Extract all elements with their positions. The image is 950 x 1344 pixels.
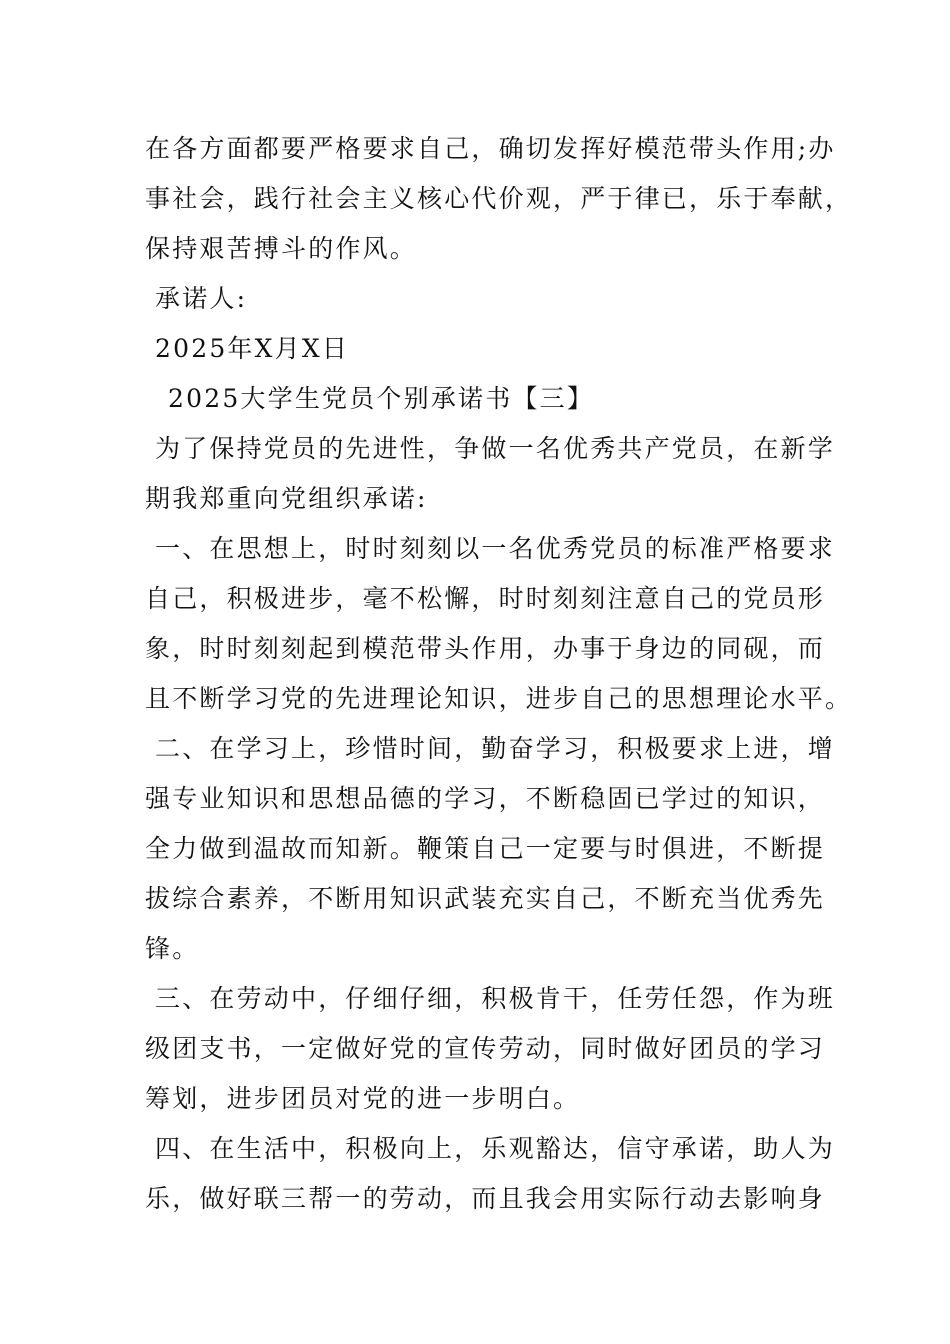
body-text-line: 在各方面都要严格要求自己，确切发挥好模范带头作用;办 [145,134,836,163]
body-text-line: 期我郑重向党组织承诺: [145,484,428,513]
body-text-line: 且不断学习党的先进理论知识，进步自己的思想理论水平。 [145,684,853,713]
signatory-label: 承诺人: [155,284,248,313]
body-text-line: 强专业知识和思想品德的学习，不断稳固已学过的知识， [145,784,826,813]
body-text-line: 筹划，进步团员对党的进一步明白。 [145,1084,581,1113]
body-text-line: 锋。 [145,934,200,963]
body-text-line: 事社会，践行社会主义核心代价观，严于律已，乐于奉献， [145,184,853,213]
body-text-line: 三、在劳动中，仔细仔细，积极肯干，任劳任怨，作为班 [155,984,836,1013]
body-text-line: 保持艰苦搏斗的作风。 [145,234,418,263]
body-text-line: 为了保持党员的先进性，争做一名优秀共产党员，在新学 [155,434,836,463]
body-text-line: 四、在生活中，积极向上，乐观豁达，信守承诺，助人为 [155,1134,836,1163]
body-text-line: 二、在学习上，珍惜时间，勤奋学习，积极要求上进，增 [155,734,836,763]
body-text-line: 全力做到温故而知新。鞭策自己一定要与时俱进，不断提 [145,834,826,863]
section-title: 2025大学生党员个别承诺书【三】 [168,384,595,413]
body-text-line: 一、在思想上，时时刻刻以一名优秀党员的标准严格要求 [155,534,836,563]
body-text-line: 拔综合素养，不断用知识武装充实自己，不断充当优秀先 [145,884,826,913]
body-text-line: 级团支书，一定做好党的宣传劳动，同时做好团员的学习 [145,1034,826,1063]
body-text-line: 乐，做好联三帮一的劳动，而且我会用实际行动去影响身 [145,1184,826,1213]
body-text-line: 自己，积极进步，毫不松懈，时时刻刻注意自己的党员形 [145,584,826,613]
date-line: 2025年X月X日 [155,334,350,363]
body-text-line: 象，时时刻刻起到模范带头作用，办事于身边的同砚，而 [145,634,826,663]
